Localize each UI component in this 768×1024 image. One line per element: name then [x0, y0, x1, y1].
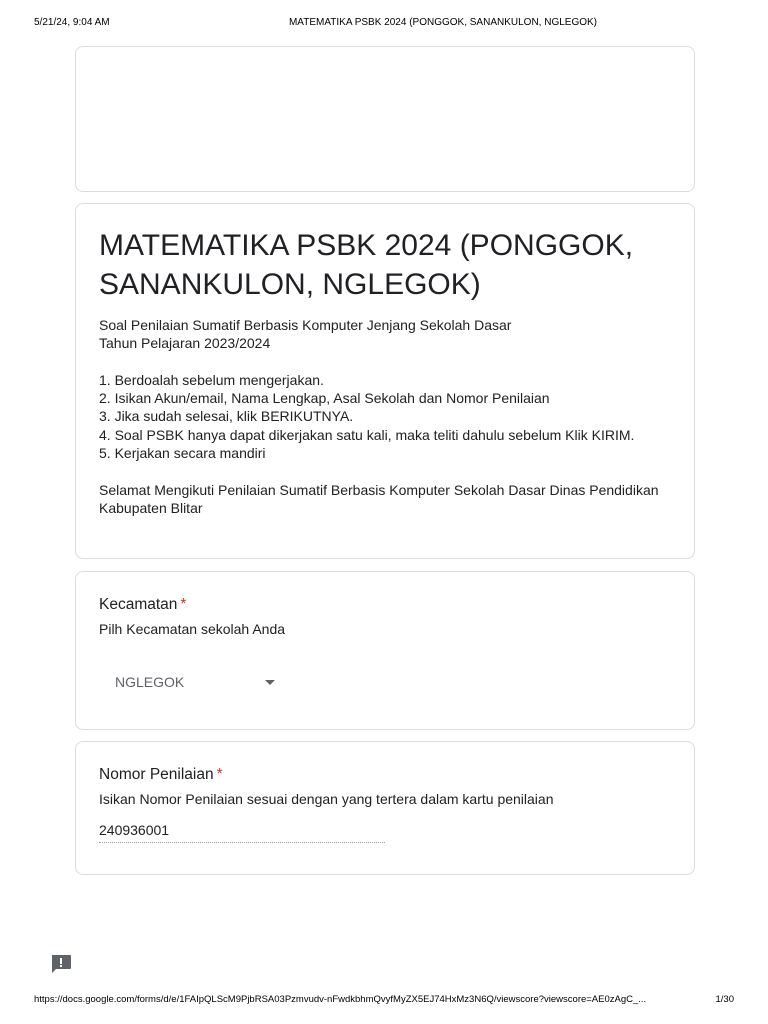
nomor-penilaian-input[interactable]: [99, 822, 385, 843]
answer-value: 240936001: [99, 822, 170, 838]
dropdown-selected-value: NGLEGOK: [115, 674, 185, 690]
description-year: Tahun Pelajaran 2023/2024: [99, 335, 271, 352]
question-nomor-penilaian: [75, 741, 695, 875]
rule-item: 2. Isikan Akun/email, Nama Lengkap, Asal Sekolah dan Nomor Penilaian: [99, 390, 550, 407]
print-datetime: 5/21/24, 9:04 AM: [34, 17, 110, 28]
form-title-card: [75, 203, 695, 559]
page-number: 1/30: [715, 994, 734, 1005]
question-help-text: Isikan Nomor Penilaian sesuai dengan yang tertera dalam kartu penilaian: [99, 791, 554, 807]
page-url: https://docs.google.com/forms/d/e/1FAIpQLScM9PjbRSA03Pzmvudv-nFwdkbhmQvyfMyZX5EJ74HxMz3N6Q/viewscore?viewscore=AE0zAgC_...: [34, 994, 647, 1005]
question-title: [99, 596, 186, 614]
question-kecamatan: [75, 571, 695, 730]
rule-item: 3. Jika sudah selesai, klik BERIKUTNYA.: [99, 408, 354, 425]
rule-item: 1. Berdoalah sebelum mengerjakan.: [99, 371, 324, 388]
description-closing: Selamat Mengikuti Penilaian Sumatif Berbasis Komputer Sekolah Dasar Dinas Pendidikan Kabupaten Blitar: [99, 481, 659, 516]
print-header: [0, 17, 768, 31]
question-title-text: Kecamatan: [99, 596, 178, 613]
form-title: MATEMATIKA PSBK 2024 (PONGGOK, SANANKULON, NGLEGOK): [99, 229, 634, 301]
print-footer: [0, 994, 768, 1008]
rule-item: 5. Kerjakan secara mandiri: [99, 445, 266, 462]
rule-item: 4. Soal PSBK hanya dapat dikerjakan satu kali, maka teliti dahulu sebelum Klik KIRIM.: [99, 426, 635, 443]
print-title: MATEMATIKA PSBK 2024 (PONGGOK, SANANKULON, NGLEGOK): [288, 17, 598, 28]
kecamatan-dropdown[interactable]: [99, 662, 279, 702]
description-intro: Soal Penilaian Sumatif Berbasis Komputer Jenjang Sekolah Dasar: [99, 317, 512, 333]
question-title-text: Nomor Penilaian: [99, 766, 214, 783]
form-description: [99, 316, 689, 517]
question-help-text: Pilh Kecamatan sekolah Anda: [99, 621, 286, 637]
required-asterisk: *: [180, 596, 187, 613]
dropdown-arrow-icon: [265, 680, 275, 685]
required-asterisk: *: [216, 766, 223, 783]
question-title: [99, 766, 223, 784]
feedback-icon[interactable]: [50, 954, 72, 974]
header-banner: [75, 46, 695, 192]
